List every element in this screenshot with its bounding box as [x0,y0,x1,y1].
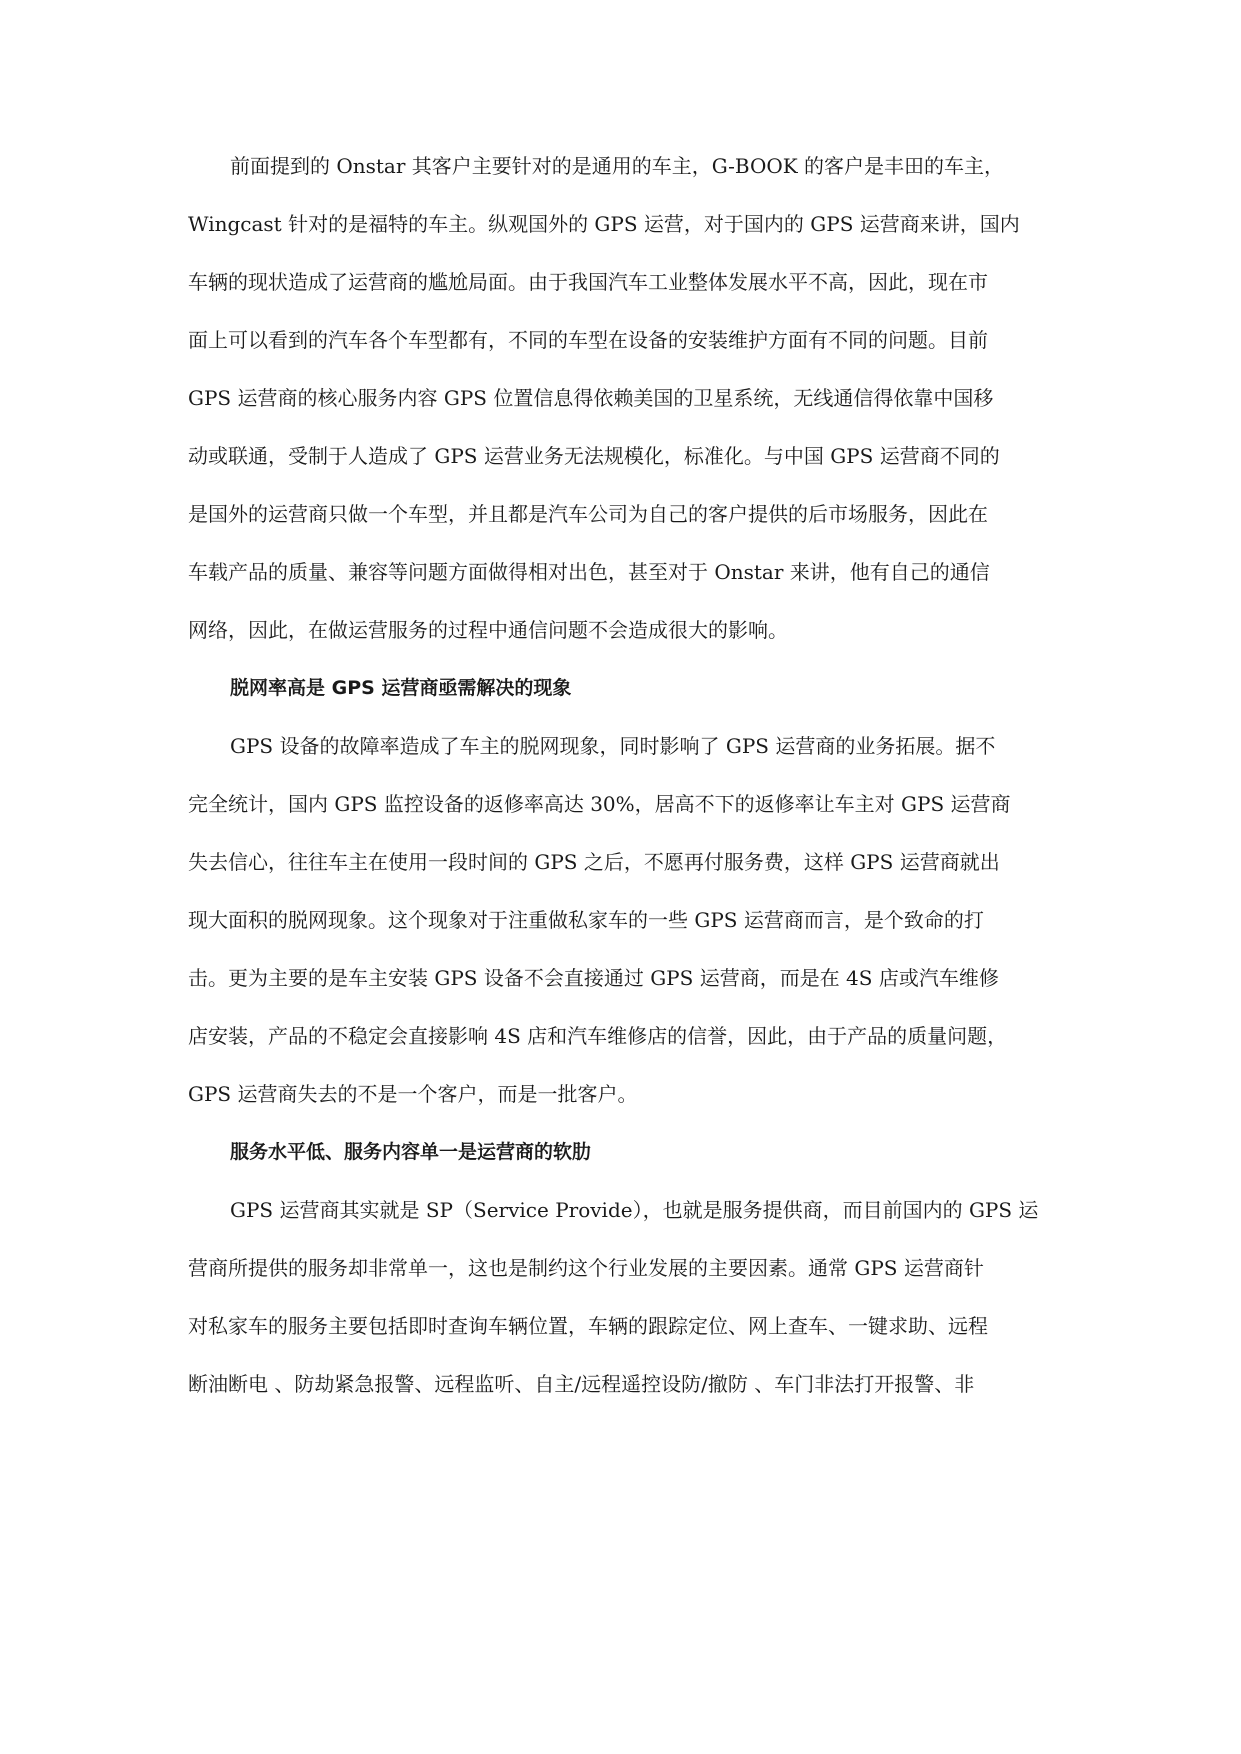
paragraph-1-line: 动或联通，受制于人造成了 GPS 运营业务无法规模化，标准化。与中国 GPS 运营商不同的 [188,444,1000,468]
paragraph-2-line: 击。更为主要的是车主安装 GPS 设备不会直接通过 GPS 运营商，而是在 4S 店或汽车维修 [188,966,999,990]
section-heading-2: 服务水平低、服务内容单一是运营商的软肋 [230,1141,592,1163]
paragraph-2-line: 失去信心，往往车主在使用一段时间的 GPS 之后，不愿再付服务费，这样 GPS 运营商就出 [188,850,1000,874]
paragraph-3-line: 对私家车的服务主要包括即时查询车辆位置，车辆的跟踪定位、网上查车、一键求助、远程 [188,1314,988,1338]
paragraph-1-line: 是国外的运营商只做一个车型，并且都是汽车公司为自己的客户提供的后市场服务，因此在 [188,502,988,526]
paragraph-1-line: 面上可以看到的汽车各个车型都有，不同的车型在设备的安装维护方面有不同的问题。目前 [188,328,988,352]
paragraph-3-line: 营商所提供的服务却非常单一，这也是制约这个行业发展的主要因素。通常 GPS 运营商针 [188,1256,984,1280]
paragraph-2-line: GPS 设备的故障率造成了车主的脱网现象，同时影响了 GPS 运营商的业务拓展。据不 [230,734,996,758]
paragraph-1-line: 网络，因此，在做运营服务的过程中通信问题不会造成很大的影响。 [188,618,788,642]
paragraph-2-line: 完全统计，国内 GPS 监控设备的返修率高达 30%，居高不下的返修率让车主对 GPS 运营商 [188,792,1011,816]
section-heading-1: 脱网率高是 GPS 运营商亟需解决的现象 [230,677,572,699]
paragraph-2-line: GPS 运营商失去的不是一个客户，而是一批客户。 [188,1082,638,1106]
paragraph-1-line: Wingcast 针对的是福特的车主。纵观国外的 GPS 运营，对于国内的 GPS 运营商来讲，国内 [188,212,1020,236]
paragraph-1-line: GPS 运营商的核心服务内容 GPS 位置信息得依赖美国的卫星系统，无线通信得依靠中国移 [188,386,994,410]
paragraph-1-line: 车辆的现状造成了运营商的尴尬局面。由于我国汽车工业整体发展水平不高，因此，现在市 [188,270,988,294]
paragraph-1-line: 前面提到的 Onstar 其客户主要针对的是通用的车主，G-BOOK 的客户是丰田的车主， [230,154,1005,178]
paragraph-2-line: 现大面积的脱网现象。这个现象对于注重做私家车的一些 GPS 运营商而言，是个致命的打 [188,908,984,932]
paragraph-2-line: 店安装，产品的不稳定会直接影响 4S 店和汽车维修店的信誉，因此，由于产品的质量问题， [188,1024,1008,1048]
paragraph-1-line: 车载产品的质量、兼容等问题方面做得相对出色，甚至对于 Onstar 来讲，他有自己的通信 [188,560,990,584]
paragraph-3-line: GPS 运营商其实就是 SP（Service Provide），也就是服务提供商，而目前国内的 GPS 运 [230,1198,1039,1222]
paragraph-3-line: 断油断电 、防劫紧急报警、远程监听、自主/远程遥控设防/撤防 、车门非法打开报警、非 [188,1372,975,1396]
